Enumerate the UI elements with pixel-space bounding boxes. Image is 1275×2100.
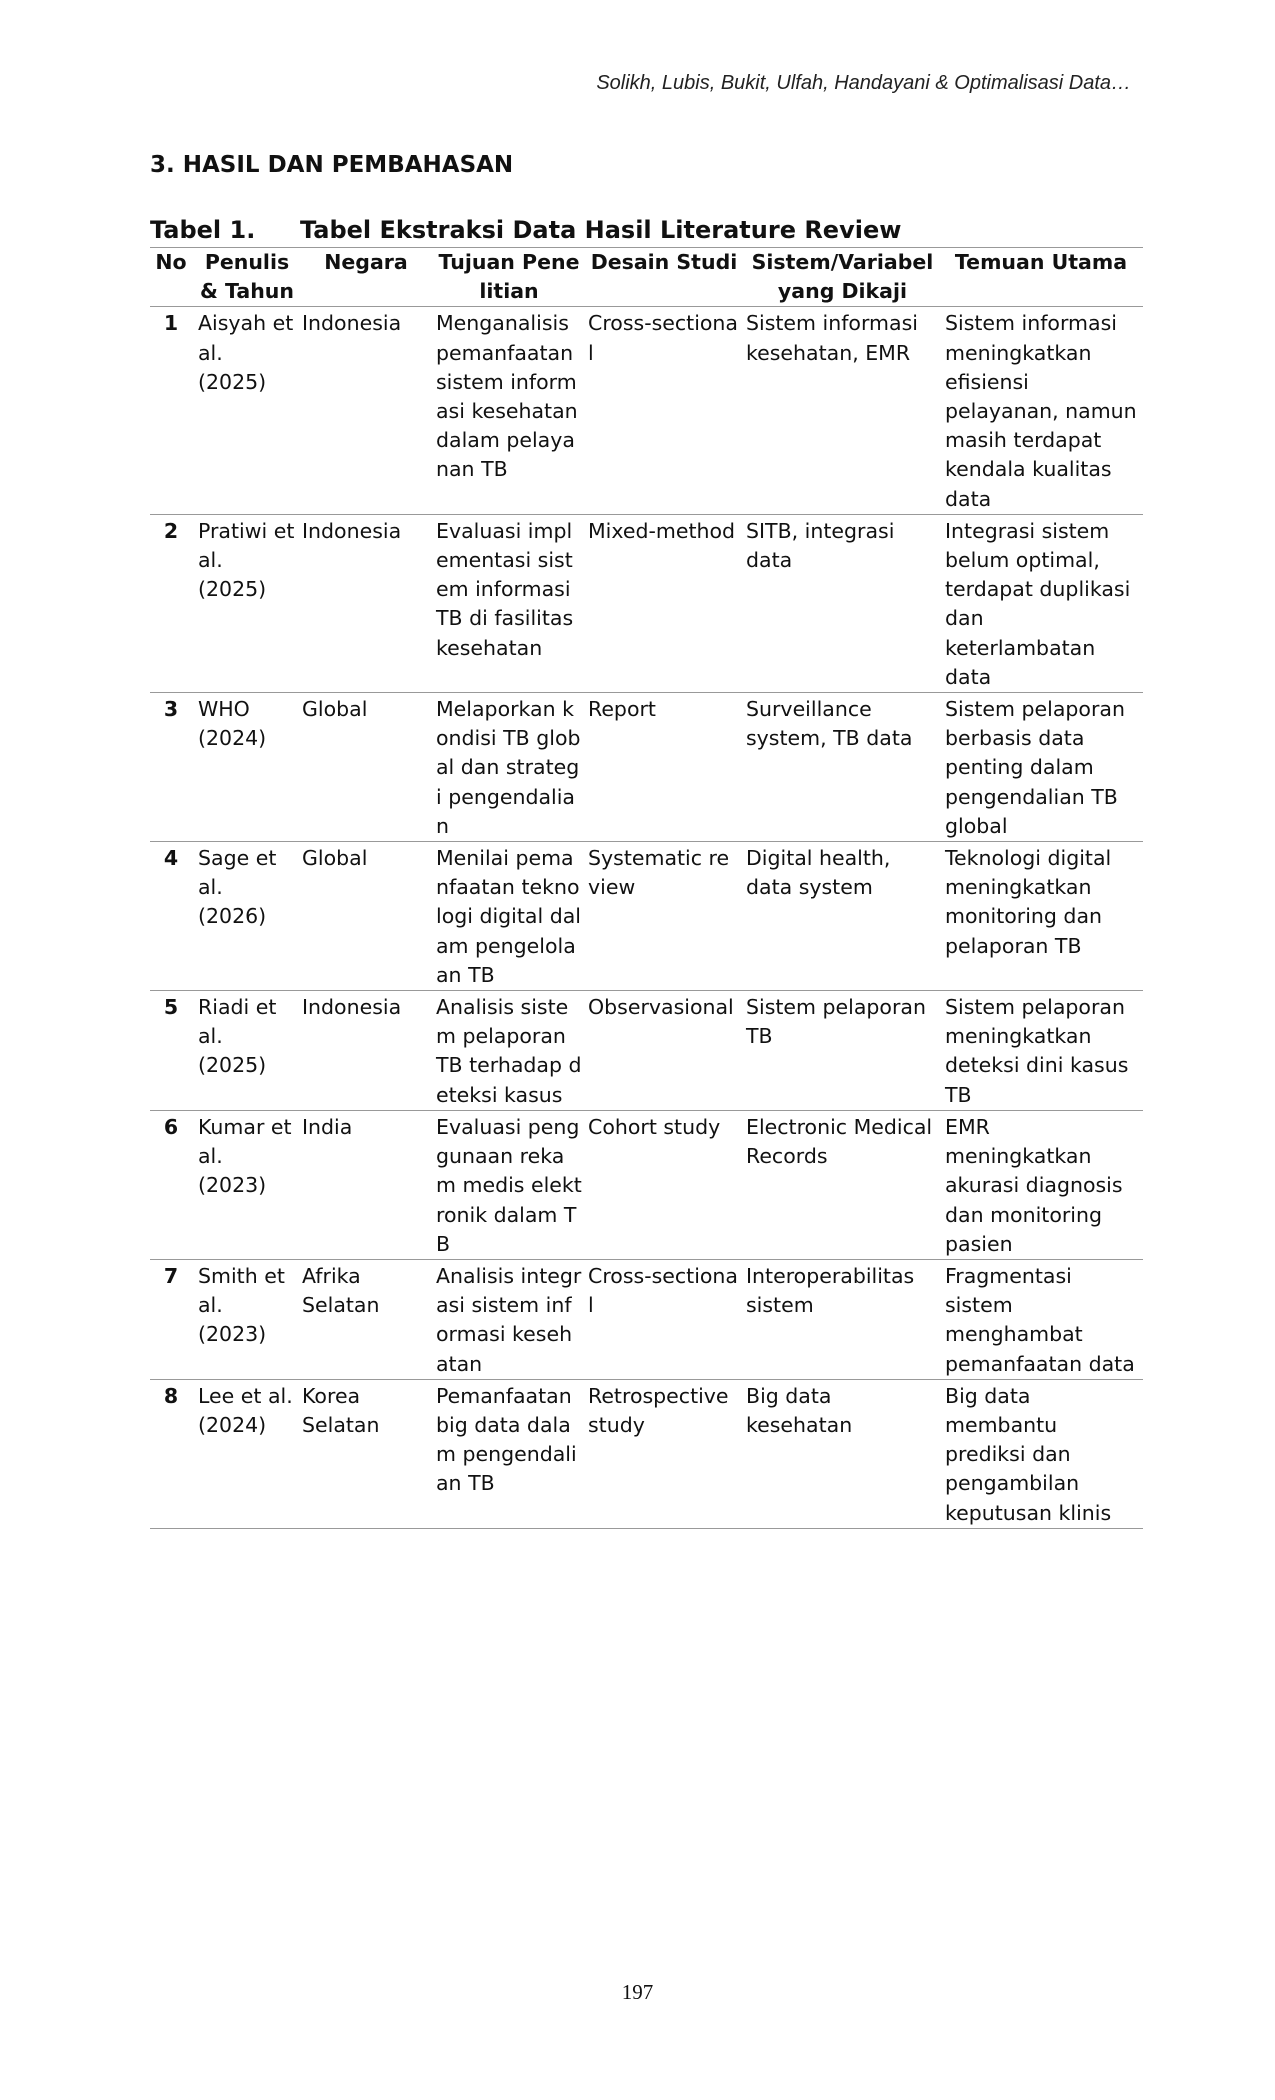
cell-country: Afrika Selatan — [302, 1259, 436, 1379]
cell-no: 3 — [150, 693, 198, 842]
cell-design: Retrospective study — [588, 1379, 746, 1528]
cell-design: Systematic review — [588, 842, 746, 991]
col-header-author-year: Penulis & Tahun — [198, 248, 302, 307]
cell-design: Cohort study — [588, 1110, 746, 1259]
cell-objective: Analisis integrasi sistem informasi kesehatan — [436, 1259, 588, 1379]
cell-design: Report — [588, 693, 746, 842]
cell-objective: Analisis sistem pelaporan TB terhadap deteksi kasus — [436, 991, 588, 1111]
cell-author-year: Sage et al. (2026) — [198, 842, 302, 991]
cell-author-year: Smith et al. (2023) — [198, 1259, 302, 1379]
cell-design: Cross-sectional — [588, 307, 746, 514]
cell-objective: Evaluasi penggunaan rekam medis elektronik dalam TB — [436, 1110, 588, 1259]
cell-system: Interoperabilitas sistem — [746, 1259, 945, 1379]
table-row — [150, 514, 1143, 692]
table-row — [150, 1259, 1143, 1379]
cell-objective: Menganalisis pemanfaatan sistem informasi kesehatan dalam pelayanan TB — [436, 307, 588, 514]
cell-no: 1 — [150, 307, 198, 514]
cell-no: 4 — [150, 842, 198, 991]
cell-findings: Sistem pelaporan meningkatkan deteksi dini kasus TB — [945, 991, 1143, 1111]
cell-country: Indonesia — [302, 514, 436, 692]
cell-author-year: Lee et al. (2024) — [198, 1379, 302, 1528]
cell-no: 5 — [150, 991, 198, 1111]
cell-system: Big data kesehatan — [746, 1379, 945, 1528]
section-title: 3. HASIL DAN PEMBAHASAN — [150, 152, 514, 178]
cell-no: 8 — [150, 1379, 198, 1528]
col-header-system: Sistem/Variabel yang Dikaji — [746, 248, 945, 307]
cell-author-year: Kumar et al. (2023) — [198, 1110, 302, 1259]
cell-objective: Menilai pemanfaatan teknologi digital dalam pengelolaan TB — [436, 842, 588, 991]
cell-findings: Sistem informasi meningkatkan efisiensi pelayanan, namun masih terdapat kendala kualitas data — [945, 307, 1143, 514]
cell-author-year: Pratiwi et al. (2025) — [198, 514, 302, 692]
col-header-no: No — [150, 248, 198, 307]
table-row — [150, 1379, 1143, 1528]
cell-system: Sistem informasi kesehatan, EMR — [746, 307, 945, 514]
cell-system: Sistem pelaporan TB — [746, 991, 945, 1111]
table-header-row — [150, 248, 1143, 307]
cell-country: Global — [302, 693, 436, 842]
cell-country: Indonesia — [302, 991, 436, 1111]
cell-design: Observasional — [588, 991, 746, 1111]
cell-author-year: Aisyah et al. (2025) — [198, 307, 302, 514]
cell-findings: Big data membantu prediksi dan pengambilan keputusan klinis — [945, 1379, 1143, 1528]
cell-country: Korea Selatan — [302, 1379, 436, 1528]
table-caption-title: Tabel Ekstraksi Data Hasil Literature Review — [300, 216, 902, 244]
cell-objective: Melaporkan kondisi TB global dan strategi pengendalian — [436, 693, 588, 842]
page-number: 197 — [621, 1980, 654, 2004]
literature-table — [150, 247, 1143, 1529]
cell-country: Indonesia — [302, 307, 436, 514]
cell-findings: Sistem pelaporan berbasis data penting dalam pengendalian TB global — [945, 693, 1143, 842]
cell-design: Cross-sectional — [588, 1259, 746, 1379]
cell-system: Electronic Medical Records — [746, 1110, 945, 1259]
cell-country: Global — [302, 842, 436, 991]
cell-system: Surveillance system, TB data — [746, 693, 945, 842]
table-row — [150, 842, 1143, 991]
col-header-design: Desain Studi — [588, 248, 746, 307]
cell-country: India — [302, 1110, 436, 1259]
table-row — [150, 1110, 1143, 1259]
cell-findings: Integrasi sistem belum optimal, terdapat duplikasi dan keterlambatan data — [945, 514, 1143, 692]
cell-no: 7 — [150, 1259, 198, 1379]
cell-author-year: WHO (2024) — [198, 693, 302, 842]
col-header-findings: Temuan Utama — [945, 248, 1143, 307]
cell-objective: Pemanfaatan big data dalam pengendalian TB — [436, 1379, 588, 1528]
cell-design: Mixed-method — [588, 514, 746, 692]
table-row — [150, 307, 1143, 514]
table-row — [150, 693, 1143, 842]
cell-findings: Teknologi digital meningkatkan monitoring dan pelaporan TB — [945, 842, 1143, 991]
cell-system: Digital health, data system — [746, 842, 945, 991]
col-header-objective: Tujuan Penelitian — [436, 248, 588, 307]
table-caption — [150, 216, 901, 244]
col-header-country: Negara — [302, 248, 436, 307]
cell-no: 2 — [150, 514, 198, 692]
table-row — [150, 991, 1143, 1111]
running-header: Solikh, Lubis, Bukit, Ulfah, Handayani & Optimalisasi Data… — [596, 72, 1131, 94]
cell-objective: Evaluasi implementasi sistem informasi TB di fasilitas kesehatan — [436, 514, 588, 692]
cell-findings: Fragmentasi sistem menghambat pemanfaatan data — [945, 1259, 1143, 1379]
cell-system: SITB, integrasi data — [746, 514, 945, 692]
cell-findings: EMR meningkatkan akurasi diagnosis dan monitoring pasien — [945, 1110, 1143, 1259]
cell-author-year: Riadi et al. (2025) — [198, 991, 302, 1111]
table-caption-label: Tabel 1. — [150, 216, 256, 244]
cell-no: 6 — [150, 1110, 198, 1259]
